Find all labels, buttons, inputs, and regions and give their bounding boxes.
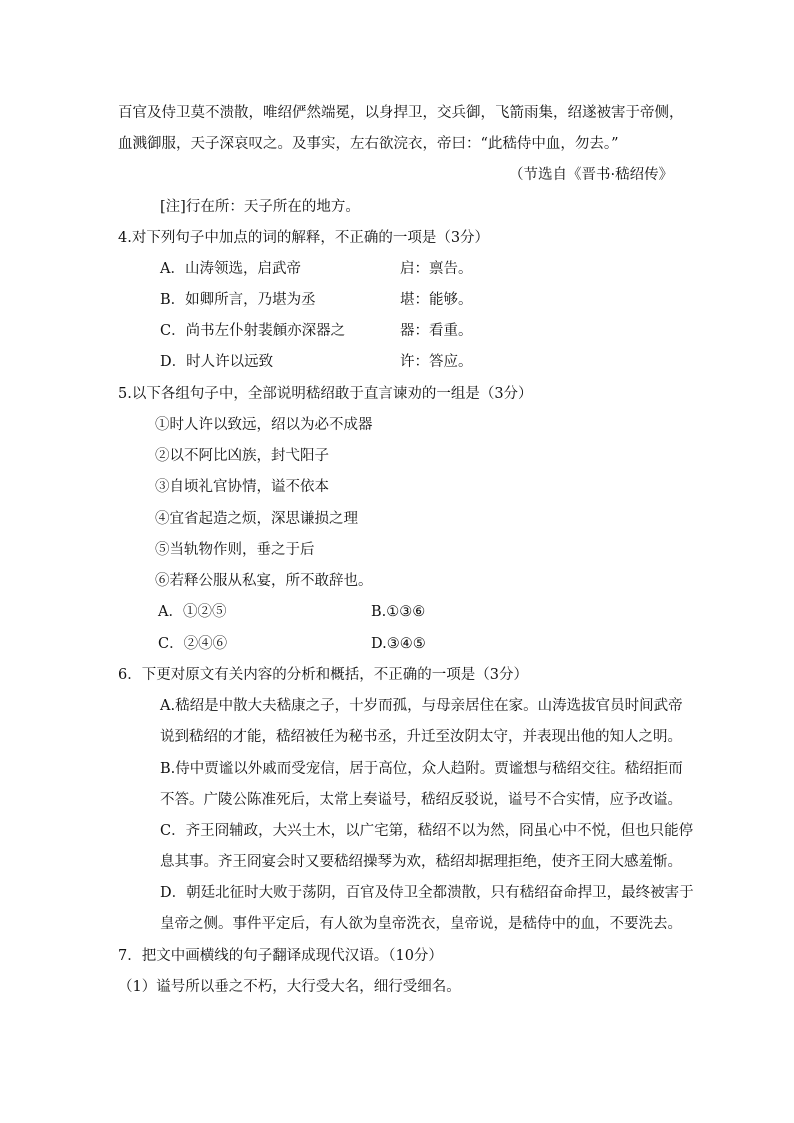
q5-item-4: ④宜省起造之烦，深思谦损之理 <box>155 511 358 527</box>
q6-stem: 6．下更对原文有关内容的分析和概括，不正确的一项是（3分） <box>118 667 528 683</box>
q7-stem: 7．把文中画横线的句子翻译成现代汉语。（10分） <box>118 948 443 964</box>
q5-item-5: ⑤当轨物作则，垂之于后 <box>155 542 315 558</box>
q5-stem: 5.以下各组句子中，全部说明嵇绍敢于直言谏劝的一组是（3分） <box>118 386 533 402</box>
q7-sub-1: （1）谥号所以垂之不朽，大行受大名，细行受细名。 <box>118 979 461 995</box>
q4-option-d: D．时人许以远致 <box>160 354 274 370</box>
passage-line-1: 百官及侍卫莫不溃散，唯绍俨然端冕，以身捍卫，交兵御，飞箭雨集，绍遂被害于帝侧， <box>118 105 684 121</box>
q4-stem: 4.对下列句子中加点的词的解释，不正确的一项是（3分） <box>118 230 490 246</box>
q6-option-d-line-1: D．朝廷北征时大败于荡阴，百官及侍卫全都溃散，只有嵇绍奋命捍卫，最终被害于 <box>160 885 694 901</box>
q5-choice-d: D.③④⑤ <box>371 636 426 652</box>
q5-item-3: ③自顷礼官协情，谥不依本 <box>155 479 329 495</box>
q6-option-a-line-2: 说到嵇绍的才能，嵇绍被任为秘书丞，升迁至汝阴太守，并表现出他的知人之明。 <box>160 729 682 745</box>
q6-option-b-line-2: 不答。广陵公陈准死后，太常上奏谥号，嵇绍反驳说，谥号不合实情，应予改谥。 <box>160 792 682 808</box>
passage-line-2: 血溅御服，天子深哀叹之。及事实，左右欲浣衣，帝曰：“此嵇侍中血，勿去。” <box>118 136 619 152</box>
passage-source: （节选自《晋书·嵇绍传》 <box>509 167 674 183</box>
q6-option-a-line-1: A.嵇绍是中散大夫嵇康之子，十岁而孤，与母亲居住在家。山涛选拔官员时间武帝 <box>160 698 683 714</box>
q5-choice-c: C．②④⑥ <box>158 636 228 652</box>
q5-item-6: ⑥若释公服从私宴，所不敢辞也。 <box>155 573 373 589</box>
q4-option-a-gloss: 启：禀告。 <box>400 261 473 277</box>
q5-choice-b: B.①③⑥ <box>371 604 426 620</box>
q4-option-c: C．尚书左仆射裴頠亦深器之 <box>160 323 346 339</box>
q4-option-d-gloss: 许：答应。 <box>400 354 473 370</box>
q6-option-b-line-1: B.侍中贾谧以外戚而受宠信，居于高位，众人趋附。贾谧想与嵇绍交往。嵇绍拒而 <box>160 761 683 777</box>
q4-option-b: B．如卿所言，乃堪为丞 <box>160 292 316 308</box>
q4-option-a: A．山涛领选，启武帝 <box>160 261 301 277</box>
q6-option-d-line-2: 皇帝之侧。事件平定后，有人欲为皇帝洗衣，皇帝说，是嵇侍中的血，不要洗去。 <box>160 916 682 932</box>
q5-choice-a: A．①②⑤ <box>158 604 227 620</box>
q4-option-c-gloss: 器：看重。 <box>400 323 473 339</box>
q6-option-c-line-1: C．齐王冏辅政，大兴土木，以广宅第，嵇绍不以为然，冏虽心中不悦，但也只能停 <box>160 823 694 839</box>
q4-option-b-gloss: 堪：能够。 <box>400 292 473 308</box>
passage-note: [注]行在所：天子所在的地方。 <box>160 199 360 215</box>
q6-option-c-line-2: 息其事。齐王冏宴会时又要嵇绍操琴为欢，嵇绍却据理拒绝，使齐王冏大感羞惭。 <box>160 854 682 870</box>
q5-item-2: ②以不阿比凶族，封弋阳子 <box>155 448 329 464</box>
q5-item-1: ①时人许以致远，绍以为必不成器 <box>155 417 373 433</box>
